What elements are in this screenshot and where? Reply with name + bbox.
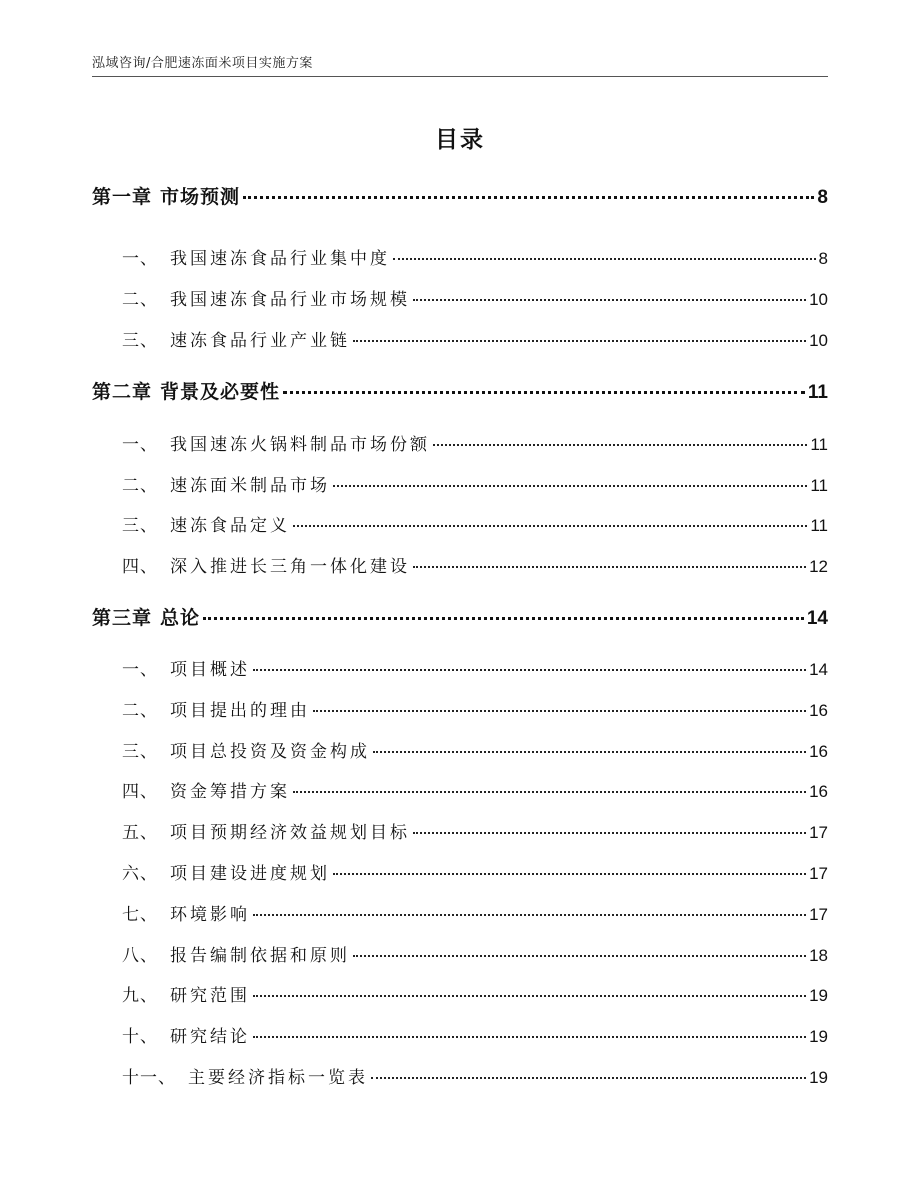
entry-number: 十、 <box>122 1027 158 1047</box>
entry-page: 16 <box>809 701 828 720</box>
toc-section[interactable] <box>92 818 828 844</box>
entry-page: 8 <box>818 249 828 268</box>
toc-section[interactable] <box>92 552 828 578</box>
dot-leader <box>393 258 816 260</box>
entry-label: 速冻食品行业产业链 <box>170 331 350 351</box>
entry-page: 16 <box>809 742 828 761</box>
entry-label: 项目建设进度规划 <box>170 864 330 884</box>
entry-number: 五、 <box>122 823 158 843</box>
dot-leader <box>371 1077 806 1079</box>
toc-section[interactable] <box>92 285 828 311</box>
entry-number: 二、 <box>122 290 158 310</box>
entry-label: 市场预测 <box>160 186 241 208</box>
dot-leader <box>253 1036 806 1038</box>
entry-label: 背景及必要性 <box>160 381 281 403</box>
entry-page: 17 <box>809 905 828 924</box>
entry-page: 10 <box>809 290 828 309</box>
toc-section[interactable] <box>92 777 828 803</box>
dot-leader <box>373 751 806 753</box>
entry-label: 速冻面米制品市场 <box>170 476 330 496</box>
toc-section[interactable] <box>92 430 828 456</box>
entry-label: 报告编制依据和原则 <box>170 946 350 966</box>
dot-leader <box>253 914 806 916</box>
toc-section[interactable] <box>92 244 828 270</box>
entry-number: 一、 <box>122 249 158 269</box>
entry-number: 三、 <box>122 516 158 536</box>
toc-section[interactable] <box>92 981 828 1007</box>
entry-number: 一、 <box>122 435 158 455</box>
entry-label: 我国速冻火锅料制品市场份额 <box>170 435 430 455</box>
entry-page: 16 <box>809 782 828 801</box>
toc-section[interactable] <box>92 941 828 967</box>
entry-label: 项目概述 <box>170 660 250 680</box>
toc-section[interactable] <box>92 696 828 722</box>
entry-label: 项目预期经济效益规划目标 <box>170 823 410 843</box>
dot-leader <box>353 340 806 342</box>
entry-page: 11 <box>810 435 828 454</box>
toc-section[interactable] <box>92 900 828 926</box>
toc-section[interactable] <box>92 471 828 497</box>
dot-leader <box>253 669 806 671</box>
entry-number: 二、 <box>122 476 158 496</box>
entry-number: 十一、 <box>122 1068 176 1088</box>
entry-number: 二、 <box>122 701 158 721</box>
table-of-contents <box>92 0 828 1191</box>
entry-page: 12 <box>809 557 828 576</box>
entry-label: 研究范围 <box>170 986 250 1006</box>
dot-leader <box>433 444 807 446</box>
entry-label: 主要经济指标一览表 <box>188 1068 368 1088</box>
toc-section[interactable] <box>92 655 828 681</box>
dot-leader <box>333 873 806 875</box>
entry-page: 17 <box>809 823 828 842</box>
dot-leader <box>333 485 807 487</box>
entry-label: 环境影响 <box>170 905 250 925</box>
toc-chapter-3[interactable] <box>92 603 828 633</box>
toc-section[interactable] <box>92 1063 828 1089</box>
entry-page: 14 <box>809 660 828 679</box>
dot-leader <box>413 566 806 568</box>
dot-leader <box>283 391 805 394</box>
dot-leader <box>353 955 806 957</box>
entry-number: 四、 <box>122 782 158 802</box>
entry-label: 我国速冻食品行业集中度 <box>170 249 390 269</box>
toc-section[interactable] <box>92 737 828 763</box>
entry-label: 深入推进长三角一体化建设 <box>170 557 410 577</box>
entry-label: 研究结论 <box>170 1027 250 1047</box>
dot-leader <box>253 995 806 997</box>
toc-chapter-1[interactable] <box>92 182 828 212</box>
entry-page: 19 <box>809 986 828 1005</box>
entry-page: 19 <box>809 1027 828 1046</box>
dot-leader <box>293 791 806 793</box>
entry-number: 八、 <box>122 946 158 966</box>
entry-number: 九、 <box>122 986 158 1006</box>
toc-chapter-2[interactable] <box>92 377 828 407</box>
dot-leader <box>413 299 806 301</box>
dot-leader <box>313 710 806 712</box>
entry-number: 第一章 <box>92 186 153 208</box>
dot-leader <box>203 617 804 620</box>
toc-section[interactable] <box>92 859 828 885</box>
toc-section[interactable] <box>92 511 828 537</box>
entry-label: 项目总投资及资金构成 <box>170 742 370 762</box>
entry-label: 速冻食品定义 <box>170 516 290 536</box>
entry-number: 一、 <box>122 660 158 680</box>
toc-section[interactable] <box>92 1022 828 1048</box>
dot-leader <box>243 196 814 199</box>
entry-label: 总论 <box>160 607 201 629</box>
entry-page: 18 <box>809 946 828 965</box>
entry-label: 项目提出的理由 <box>170 701 310 721</box>
entry-number: 六、 <box>122 864 158 884</box>
toc-section[interactable] <box>92 326 828 352</box>
entry-page: 11 <box>810 516 828 535</box>
toc-title: 目录 <box>435 127 485 153</box>
entry-page: 17 <box>809 864 828 883</box>
entry-page: 11 <box>810 476 828 495</box>
entry-page: 8 <box>817 187 828 208</box>
entry-page: 19 <box>809 1068 828 1087</box>
running-header: 泓域咨询/合肥速冻面米项目实施方案 <box>92 56 313 71</box>
entry-page: 14 <box>806 608 828 629</box>
dot-leader <box>413 832 806 834</box>
entry-number: 四、 <box>122 557 158 577</box>
entry-page: 11 <box>807 382 828 403</box>
entry-label: 资金筹措方案 <box>170 782 290 802</box>
entry-number: 三、 <box>122 331 158 351</box>
entry-page: 10 <box>809 331 828 350</box>
dot-leader <box>293 525 807 527</box>
entry-number: 三、 <box>122 742 158 762</box>
entry-number: 七、 <box>122 905 158 925</box>
entry-number: 第三章 <box>92 607 153 629</box>
entry-number: 第二章 <box>92 381 153 403</box>
entry-label: 我国速冻食品行业市场规模 <box>170 290 410 310</box>
